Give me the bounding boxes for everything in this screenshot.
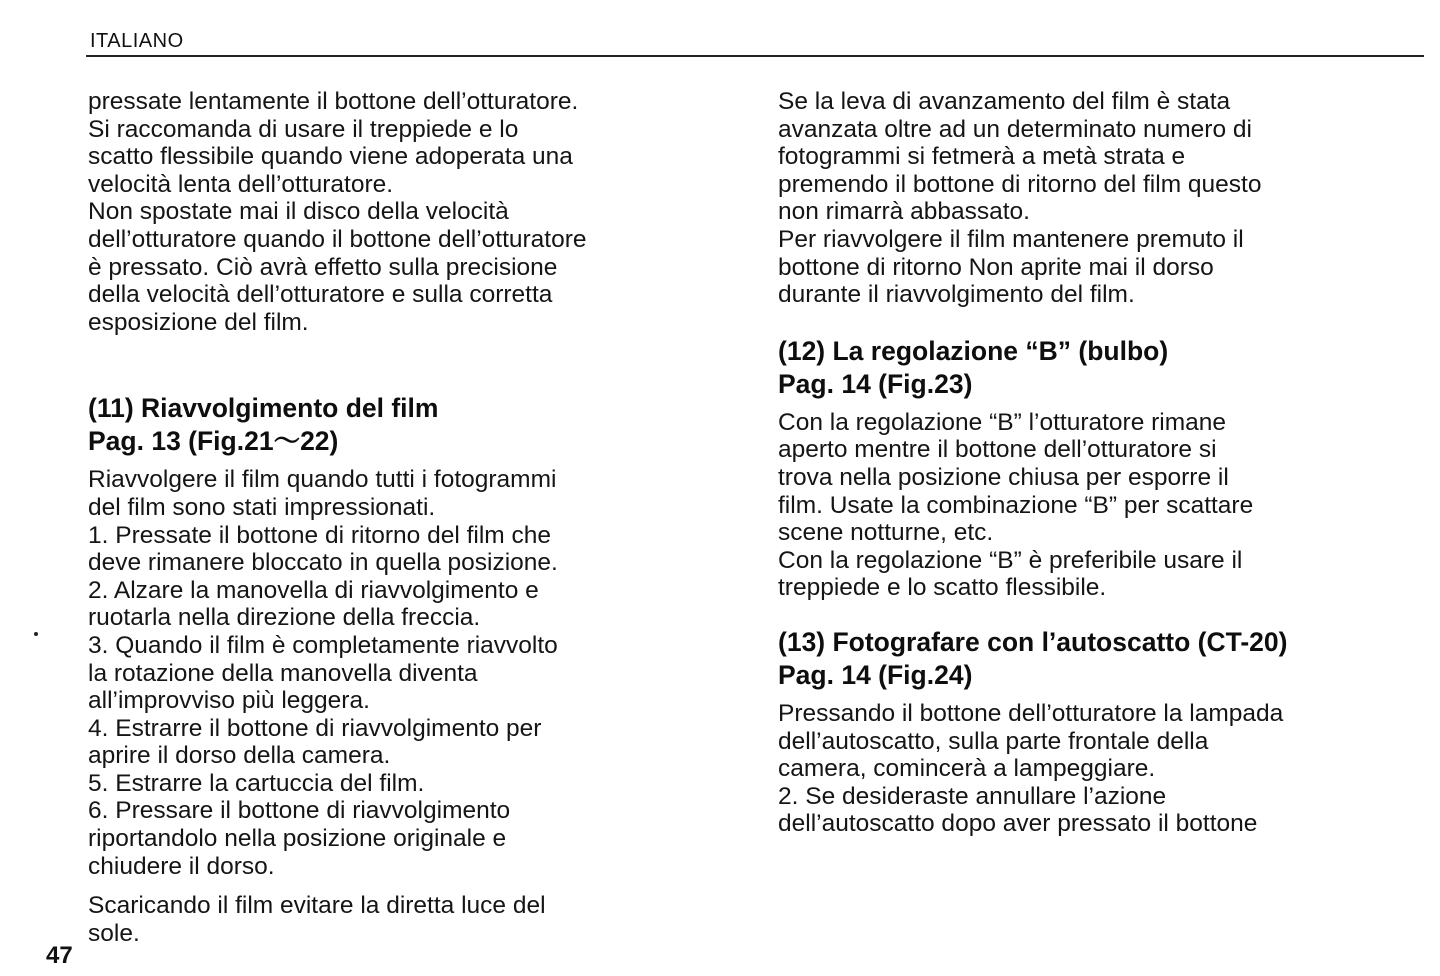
text-line: 3. Quando il film è completamente riavvolto	[88, 631, 558, 659]
text-line: del film sono stati impressionati.	[88, 493, 436, 521]
text-line: camera, comincerà a lampeggiare.	[778, 755, 1156, 783]
text-line: trova nella posizione chiusa per esporre il	[778, 463, 1229, 491]
text-line: avanzata oltre ad un determinato numero di	[778, 115, 1252, 143]
section-11-title: (11) Riavvolgimento del film	[88, 393, 439, 424]
text-line: scene notturne, etc.	[778, 519, 994, 547]
text-line: sole.	[88, 919, 140, 947]
text-line: dell’otturatore quando il bottone dell’otturatore	[88, 225, 587, 253]
text-line: della velocità dell’otturatore e sulla corretta	[88, 281, 553, 309]
text-line: film. Usate la combinazione “B” per scattare	[778, 491, 1254, 519]
section-11-note	[88, 892, 728, 947]
text-line: pressate lentamente il bottone dell’otturatore.	[88, 88, 579, 115]
section-11-body	[88, 466, 728, 880]
text-line: Si raccomanda di usare il treppiede e lo	[88, 115, 519, 143]
text-line: aperto mentre il bottone dell’otturatore si	[778, 436, 1217, 464]
paragraph-film-advance	[778, 88, 1428, 309]
section-13-page-ref: Pag. 14 (Fig.24)	[778, 659, 973, 690]
text-line: Non spostate mai il disco della velocità	[88, 198, 509, 226]
section-12-heading	[778, 335, 1428, 401]
text-line: Riavvolgere il film quando tutti i fotogrammi	[88, 466, 557, 494]
section-12-body	[778, 409, 1428, 602]
section-13-heading	[778, 626, 1428, 692]
text-line: dell’autoscatto, sulla parte frontale della	[778, 727, 1209, 755]
text-line: velocità lenta dell’otturatore.	[88, 170, 394, 198]
text-line: Se la leva di avanzamento del film è stata	[778, 88, 1231, 115]
section-11-page-ref: Pag. 13 (Fig.21～22)	[88, 426, 339, 457]
text-line: chiudere il dorso.	[88, 852, 275, 880]
text-line: 4. Estrarre il bottone di riavvolgimento per	[88, 714, 542, 742]
paragraph-shutter-intro	[88, 88, 728, 336]
text-line: 2. Alzare la manovella di riavvolgimento e	[88, 576, 539, 604]
text-line: Scaricando il film evitare la diretta luce del	[88, 892, 546, 920]
text-line: scatto flessibile quando viene adoperata una	[88, 143, 573, 171]
text-line: ruotarla nella direzione della freccia.	[88, 604, 481, 632]
section-11-heading	[88, 392, 728, 458]
text-line: non rimarrà abbassato.	[778, 198, 1030, 226]
section-13-title: (13) Fotografare con l’autoscatto (CT-20)	[778, 626, 1288, 657]
text-line: 1. Pressate il bottone di ritorno del film che	[88, 521, 552, 549]
section-12-page-ref: Pag. 14 (Fig.23)	[778, 368, 973, 399]
right-column	[778, 88, 1428, 838]
text-line: dell’autoscatto dopo aver pressato il bottone	[778, 810, 1258, 838]
text-line: aprire il dorso della camera.	[88, 742, 391, 770]
text-line: Con la regolazione “B” è preferibile usare il	[778, 546, 1243, 574]
text-line: 5. Estrarre la cartuccia del film.	[88, 769, 425, 797]
section-13-body	[778, 700, 1428, 838]
page-header-label: ITALIANO	[90, 30, 184, 52]
text-line: Con la regolazione “B” l’otturatore rimane	[778, 408, 1227, 436]
text-line: Pressando il bottone dell’otturatore la lampada	[778, 699, 1284, 727]
text-line: è pressato. Ciò avrà effetto sulla precisione	[88, 253, 558, 281]
text-line: la rotazione della manovella diventa	[88, 659, 478, 687]
text-line: esposizione del film.	[88, 308, 309, 336]
header-rule	[86, 55, 1424, 57]
text-line: deve rimanere bloccato in quella posizione.	[88, 549, 558, 577]
text-line: fotogrammi si fetmerà a metà strata e	[778, 143, 1186, 171]
text-line: all’improvviso più leggera.	[88, 687, 370, 715]
text-line: 2. Se desideraste annullare l’azione	[778, 782, 1167, 810]
text-line: 6. Pressare il bottone di riavvolgimento	[88, 797, 511, 825]
left-column	[88, 88, 728, 947]
text-line: durante il riavvolgimento del film.	[778, 281, 1135, 309]
text-line: treppiede e lo scatto flessibile.	[778, 574, 1107, 602]
text-line: bottone di ritorno Non aprite mai il dorso	[778, 253, 1214, 281]
text-line: premendo il bottone di ritorno del film questo	[778, 170, 1262, 198]
text-line: riportandolo nella posizione originale e	[88, 825, 507, 853]
text-line: Per riavvolgere il film mantenere premuto il	[778, 225, 1244, 253]
section-12-title: (12) La regolazione “B” (bulbo)	[778, 335, 1169, 366]
page-number: 47	[46, 942, 73, 969]
print-speck	[34, 632, 38, 636]
